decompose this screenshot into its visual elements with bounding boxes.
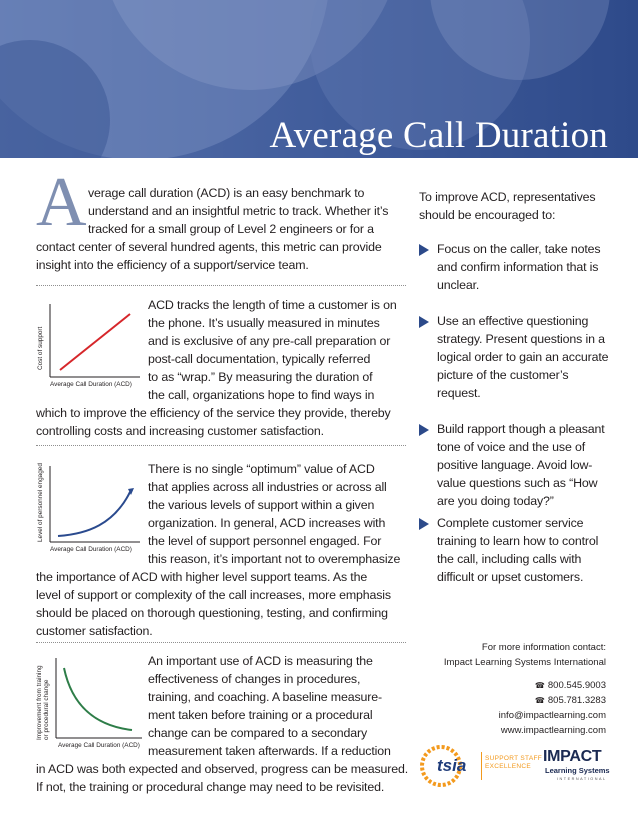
text-line: There is no single “optimum” value of ACD — [148, 462, 375, 476]
text-line: the phone. It’s usually measured in minutes — [148, 316, 380, 330]
text-line: post-call documentation, typically referred — [148, 352, 371, 366]
intro-line: contact center of several hundred agents, this metric can provide — [36, 240, 382, 254]
tsia-tagline: SUPPORT STAFF EXCELLENCE — [485, 755, 542, 770]
text-line: controlling costs and increasing customer satisfaction. — [36, 424, 324, 438]
text-line: should be placed on thorough questioning, testing, and confirming — [36, 606, 388, 620]
text-line: this reason, it’s important not to overemphasize — [148, 552, 401, 566]
bullet-line: positive language. Avoid low- — [437, 458, 593, 472]
bullet-line: picture of the customer’s — [437, 368, 569, 382]
dropcap-letter: A — [36, 164, 87, 241]
chart-x-label: Average Call Duration (ACD) — [50, 381, 132, 388]
text-block-acd-tracking — [36, 296, 401, 440]
section-divider — [36, 642, 406, 643]
text-line: effectiveness of changes in procedures, — [148, 672, 361, 686]
text-line: to as “wrap.” By measuring the duration of — [148, 370, 373, 384]
contact-phone-2[interactable]: ☎ 805.781.3283 — [534, 695, 606, 706]
bullet-line: tone of voice and the use of — [437, 440, 586, 454]
section-divider — [36, 285, 406, 286]
contact-phone-1[interactable]: ☎ 800.545.9003 — [534, 680, 606, 691]
bullet-line: Focus on the caller, take notes — [437, 242, 601, 256]
page-title: Average Call Duration — [269, 115, 608, 156]
chart-x-label: Average Call Duration (ACD) — [50, 546, 132, 553]
chart-y-label: Level of personnel engaged — [37, 463, 44, 542]
text-line: and is exclusive of any pre-call preparation or — [148, 334, 391, 348]
text-block-important-use — [36, 652, 408, 796]
intro-line: insight into the efficiency of a support/service team. — [36, 258, 309, 272]
contact-info — [444, 640, 606, 738]
intro-line: tracked for a small group of Level 2 engineers or for a — [88, 222, 374, 236]
text-line: the level of support personnel engaged. For — [148, 534, 382, 548]
intro-line: understand and an insightful metric to track. Whether it’s — [88, 204, 389, 218]
text-line: level of support or complexity of the call increases, more emphasis — [36, 588, 391, 602]
text-line: An important use of ACD is measuring the — [148, 654, 373, 668]
contact-email-link[interactable]: info@impactlearning.com — [498, 710, 606, 721]
bullet-line: Build rapport though a pleasant — [437, 422, 605, 436]
text-line: If not, the training or procedural change may need to be revisited. — [36, 780, 385, 794]
bullet-line: the call, including calls with — [437, 552, 582, 566]
sidebar-intro — [419, 188, 619, 224]
text-line: the various levels of support within a given — [148, 498, 375, 512]
phone-icon: ☎ — [534, 696, 545, 705]
text-line: measurement taken afterwards. If a reduction — [148, 744, 391, 758]
text-line: organization. In general, ACD increases with — [148, 516, 386, 530]
bullet-line: and confirm information that is — [437, 260, 599, 274]
text-line: ACD tracks the length of time a customer is on — [148, 298, 397, 312]
chart-x-label: Average Call Duration (ACD) — [58, 742, 140, 749]
text-line: the importance of ACD with higher level support teams. As the — [36, 570, 368, 584]
bullet-line: logical order to gain an accurate — [437, 350, 609, 364]
section-divider — [36, 445, 406, 446]
text-line: the call, organizations hope to find ways in — [148, 388, 375, 402]
intro-line: verage call duration (ACD) is an easy benchmark to — [88, 186, 365, 200]
impact-logo-subtitle: Learning Systems — [545, 766, 610, 775]
header-banner — [0, 0, 638, 158]
sidebar-intro-line: To improve ACD, representatives — [419, 190, 596, 204]
chart-y-label-line: Improvement from training — [36, 665, 43, 740]
bullet-line: strategy. Present questions in a — [437, 332, 605, 346]
bullet-line: Use an effective questioning — [437, 314, 589, 328]
text-line: that applies across all industries or across all — [148, 480, 387, 494]
phone-icon: ☎ — [534, 681, 545, 690]
text-line: ment taken before training or a procedural — [148, 708, 373, 722]
impact-logo-small: INTERNATIONAL — [557, 777, 607, 781]
bullet-line: Complete customer service — [437, 516, 584, 530]
contact-heading: For more information contact: — [481, 642, 606, 653]
impact-logo-text: IMPACT — [543, 748, 602, 765]
contact-company: Impact Learning Systems International — [443, 657, 606, 668]
text-block-optimum-value — [36, 460, 401, 640]
bullet-line: value questions such as “How — [437, 476, 598, 490]
text-line: which to improve the efficiency of the service they provide, thereby — [36, 406, 391, 420]
bullet-arrow-icon — [419, 518, 429, 530]
bullet-arrow-icon — [419, 424, 429, 436]
bullet-line: are you doing today?” — [437, 494, 554, 508]
text-line: training, and coaching. A baseline measure- — [148, 690, 382, 704]
bullet-line: difficult or upset customers. — [437, 570, 584, 584]
chart-y-label-line: or procedural change — [43, 679, 50, 740]
text-line: in ACD was both expected and observed, progress can be measured. — [36, 762, 408, 776]
bullet-arrow-icon — [419, 244, 429, 256]
text-line: customer satisfaction. — [36, 624, 153, 638]
contact-website-link[interactable]: www.impactlearning.com — [500, 725, 606, 736]
bullet-arrow-icon — [419, 316, 429, 328]
logo-strip — [419, 742, 619, 792]
sidebar-intro-line: should be encouraged to: — [419, 208, 556, 222]
bullet-line: unclear. — [437, 278, 480, 292]
tsia-logo-text: tsia — [437, 756, 467, 775]
chart-y-label: Cost of support — [37, 326, 44, 370]
text-line: change can be compared to a secondary — [148, 726, 368, 740]
bullet-line: training to learn how to control — [437, 534, 599, 548]
bullet-line: request. — [437, 386, 481, 400]
